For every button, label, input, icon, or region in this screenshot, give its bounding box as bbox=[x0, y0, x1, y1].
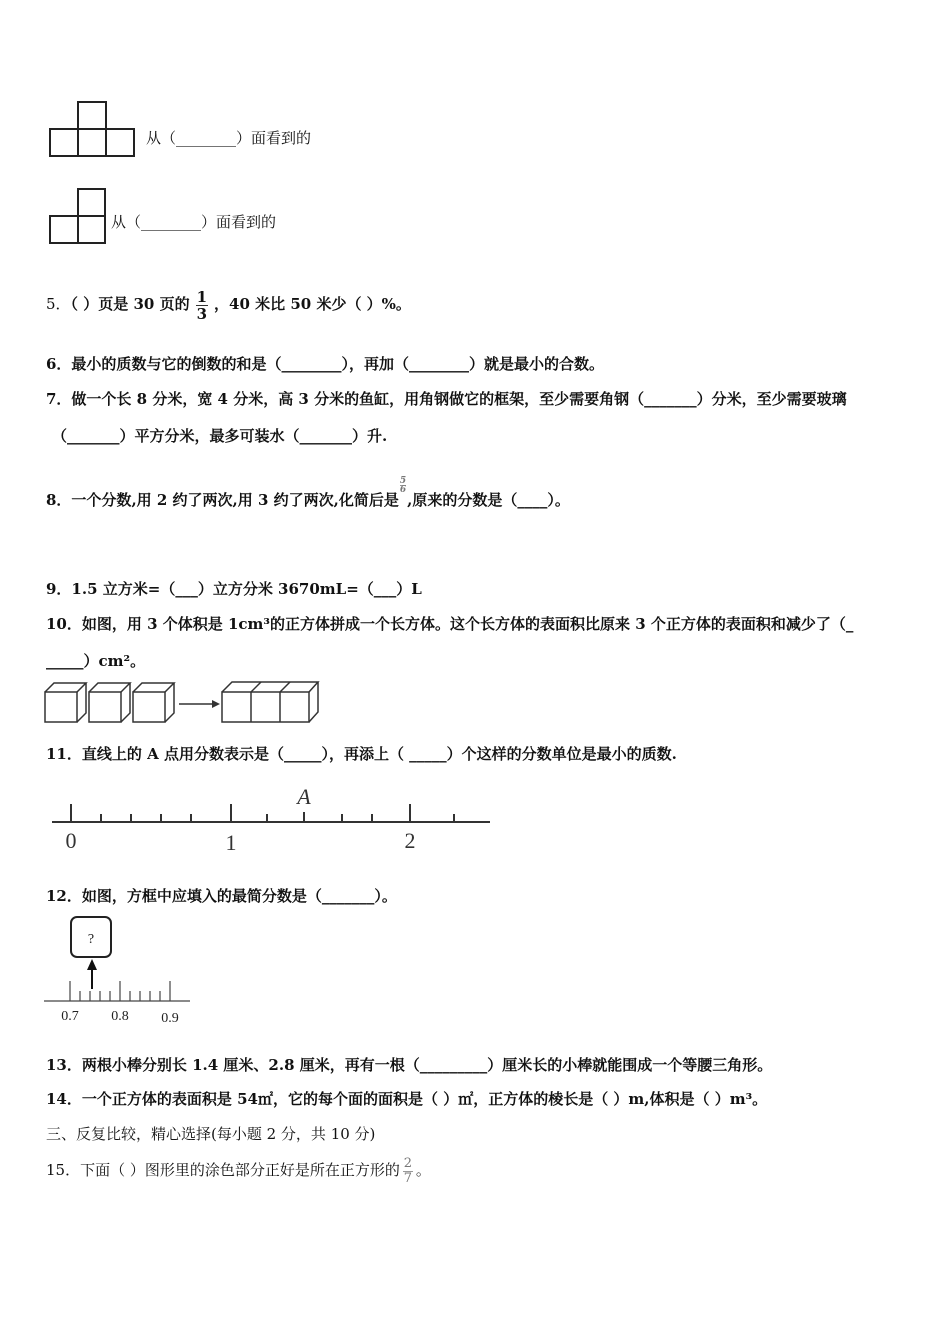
point-a-label: A bbox=[297, 784, 311, 809]
question-10-line-1: 10．如图，用 3 个体积是 1cm³的正方体拼成一个长方体。这个长方体的表面积比原来 3 个正方体的表面积和减少了（_ bbox=[46, 615, 854, 633]
view2-text: 从（________）面看到的 bbox=[111, 213, 277, 231]
tick-label-2: 2 bbox=[404, 828, 416, 853]
question-10-line-2: _____）cm²。 bbox=[46, 652, 146, 670]
scale-label-0.7: 0.7 bbox=[61, 1009, 79, 1024]
question-7-line-2: （_______）平方分米，最多可装水（_______）升. bbox=[52, 427, 388, 445]
view-figure-1 bbox=[46, 100, 140, 160]
fraction-one-third: $\frac{1}{3}$ bbox=[196, 287, 208, 323]
arrow-head bbox=[87, 959, 97, 970]
tick-label-0: 0 bbox=[65, 828, 77, 853]
scale-label-0.9: 0.9 bbox=[161, 1011, 179, 1026]
question-13: 13．两根小棒分别长 1.4 厘米、2.8 厘米，再有一根（_________）厘米长的小棒就能围成一个等腰三角形。 bbox=[46, 1056, 773, 1074]
question-11: 11．直线上的 A 点用分数表示是（_____），再添上（ _____）个这样的分数单位是最小的质数. bbox=[46, 745, 677, 763]
question-9: 9．1.5 立方米=（___）立方分米 3670mL=（___）L bbox=[46, 580, 422, 598]
cubes-figure bbox=[44, 680, 324, 726]
fraction-two-sevenths: $\frac{2}{7}$ bbox=[403, 1155, 412, 1186]
question-7-line-1: 7．做一个长 8 分米，宽 4 分米，高 3 分米的鱼缸，用角钢做它的框架，至少需要角钢（_______）分米，至少需要玻璃 bbox=[46, 390, 847, 408]
question-12: 12．如图，方框中应填入的最简分数是（_______）。 bbox=[46, 887, 397, 905]
question-6: 6．最小的质数与它的倒数的和是（________），再加（________）就是最小的合数。 bbox=[46, 355, 604, 373]
question-15: 15．下面（ ）图形里的涂色部分正好是所在正方形的 $\frac{2}{7}$ 。 bbox=[46, 1155, 431, 1186]
answer-box-label: ? bbox=[87, 932, 95, 947]
view-figure-2 bbox=[46, 187, 110, 247]
question-5: 5．（ ）页是 30 页的 $\frac{1}{3}$ ，40 米比 50 米少（ ）%。 bbox=[46, 287, 411, 323]
fraction-five-sixths: $\frac{5}{6}$ bbox=[399, 475, 407, 495]
question-14: 14．一个正方体的表面积是 54㎡，它的每个面的面积是（ ）㎡，正方体的棱长是（ ）m,体积是（ ）m³。 bbox=[46, 1090, 768, 1108]
number-line-figure bbox=[50, 782, 495, 858]
scale-label-0.8: 0.8 bbox=[111, 1009, 129, 1024]
tick-label-1: 1 bbox=[225, 830, 237, 855]
view1-text: 从（________）面看到的 bbox=[146, 129, 312, 147]
decimal-scale-figure bbox=[42, 914, 194, 1026]
question-8: 8．一个分数,用 2 约了两次,用 3 约了两次,化简后是 $\frac{5}{6}$ ,原来的分数是（____）。 bbox=[46, 475, 570, 509]
section-3-heading: 三、反复比较，精心选择(每小题 2 分，共 10 分) bbox=[46, 1125, 376, 1143]
